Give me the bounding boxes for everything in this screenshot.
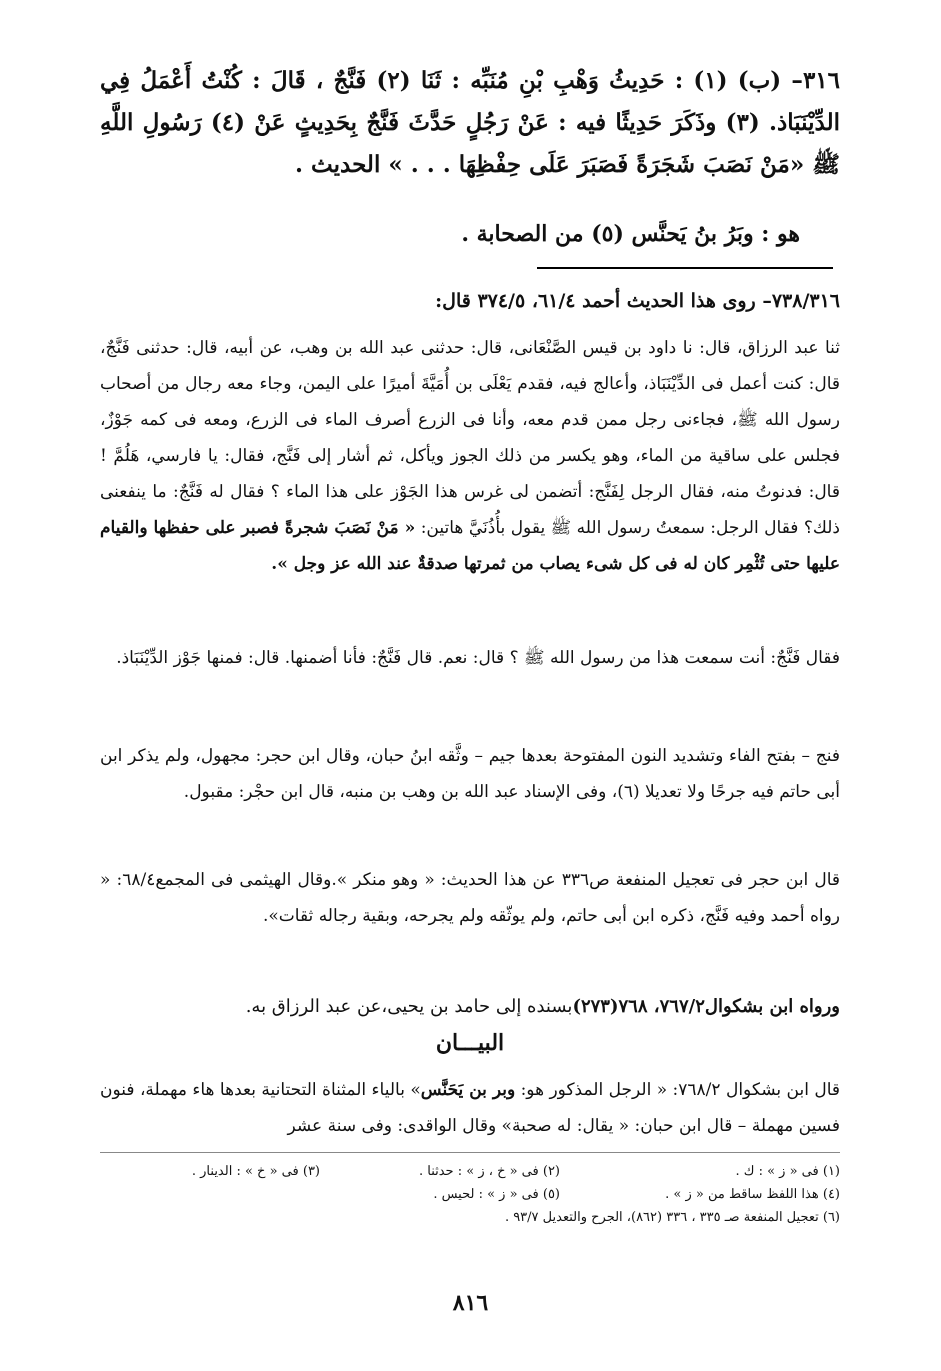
source-chain: بسنده إلى حامد بن يحيى،عن عبد الرزاق به. bbox=[245, 996, 573, 1017]
footnote-1: (١) فى « ز » : ك . bbox=[735, 1164, 840, 1179]
source-reference: ورواه ابن بشكوال٧٦٧/٢، ٧٦٨(٢٧٣) bbox=[572, 996, 840, 1017]
section-title-bayan: البيـــان bbox=[435, 1030, 505, 1056]
companion-name: وبر بن يَحَنَّس bbox=[420, 1080, 516, 1100]
section-divider bbox=[537, 267, 833, 269]
riwaya-heading: ٧٣٨/٣١٦– روى هذا الحديث أحمد ٦١/٤، ٣٧٤/٥ قال: bbox=[435, 290, 840, 312]
footnote-3: (٣) فى « خ » : الدينار . bbox=[191, 1164, 320, 1179]
footnote-row bbox=[100, 1183, 840, 1206]
prophetic-saying: « مَنْ نَصَبَ شجرةً فصبر على حفظها والقيام عليها حتى تُثْمِر كان له فى كل شىء يصاب من ثمرتها صدقةٌ عند الله عز وجل ». bbox=[100, 518, 840, 574]
paragraph-isnad bbox=[100, 330, 840, 582]
bayan-text-end: » بالياء المثناة التحتانية بعدها هاء مهملة، فنون فسين مهملة – قال ابن حبان: « يقال: له صحبة» وقال الواقدى: وفى سنة عشر bbox=[100, 1080, 840, 1136]
paragraph-ibn-bashkuwal bbox=[100, 990, 840, 1024]
paragraph-narrator-grading: فنج – بفتح الفاء وتشديد النون المفتوحة بعدها جيم – وثَّقه ابنُ حبان، وقال ابن حجر: مجهول، ولم يذكر ابن أبى حاتم فيه جرحًا ولا تعديلا (٦)، وفى الإسناد عبد الله بن وهب بن منبه، قال ابن حجْر: مقبول. bbox=[100, 746, 840, 802]
footnote-divider bbox=[100, 1152, 840, 1153]
paragraph-dialogue: فقال فَنَّجٌ: أنت سمعت هذا من رسول الله ﷺ ؟ قال: نعم. قال فَنَّجٌ: فأنا أضمنها. قال: فمنها جَوْز الدِّيْنَبَاذ. bbox=[116, 648, 840, 668]
paragraph-ibn-hajar: قال ابن حجر فى تعجيل المنفعة ص٣٣٦ عن هذا الحديث: « وهو منكر ».وقال الهيثمى فى المجمع٦٨/٤: « رواه أحمد وفيه فَنَّج، ذكره ابن أبى حاتم، ولم يوثّقه ولم يجرحه، وبقية رجاله ثقات». bbox=[100, 870, 841, 926]
footnote-6: (٦) تعجيل المنفعة صـ ٣٣٥ ، ٣٣٦ (٨٦٢)، الجرح والتعديل ٩٣/٧ . bbox=[504, 1210, 840, 1225]
footnotes bbox=[100, 1160, 840, 1229]
paragraph-bayan bbox=[100, 1072, 840, 1144]
narrator-note: هو : وبَرُ بنُ يَحنَّس (٥) من الصحابة . bbox=[461, 221, 800, 247]
hadith-entry: ٣١٦– (ب) (١) : حَدِيثُ وَهْبِ بْنِ مُنَبِّه : ثَنَا (٢) فَنَّجٌ ، قَالَ : كُنْتُ أَعْمَلُ فِي الدِّيْنَبَاذ. (٣) وذَكَرَ حَدِيثًا فيه : عَنْ رَجُلٍ حَدَّثَ فَنَّجٌ بِحَدِيثٍ عَنْ (٤) رَسُولِ اللَّهِ ﷺ «مَنْ نَصَبَ شَجَرَةً فَصَبَرَ عَلَى حِفْظِهَا . . . » الحديث . bbox=[100, 67, 840, 178]
footnote-4: (٤) هذا اللفظ ساقط من « ز » . bbox=[665, 1187, 840, 1202]
page-number: ٨١٦ bbox=[452, 1290, 489, 1316]
footnote-5: (٥) فى « ز » : لحيس . bbox=[433, 1187, 560, 1202]
footnote-row bbox=[100, 1160, 840, 1183]
bayan-text-start: قال ابن بشكوال ٧٦٨/٢: « الرجل المذكور هو: bbox=[515, 1080, 841, 1100]
footnote-2: (٢) فى « خ ، ز » : حدثنا . bbox=[418, 1164, 560, 1179]
isnad-text: ثنا عبد الرزاق، قال: نا داود بن قيس الصَّنْعَانى، قال: حدثنى عبد الله بن وهب، عن أبيه، قال: حدثنى فَنَّجٌ، قال: كنت أعمل فى الدِّيْنَبَاذ، وأعالج فيه، فقدم يَعْلَى بن أُمَيَّةَ أميرًا على اليمن، وجاء معه رجال من أصحاب رسول الله ﷺ، فجاءنى رجل ممن قدم معه، وأنا فى الزرع أصرف الماء فى الزرع، ومعه فى كمه جَوْزٌ، فجلس على ساقية من الماء، وهو يكسر من ذلك الجوز ويأكل، ثم أشار إلى فَنَّج، فقال: يا فارسي، هَلُمَّ ! قال: فدنوتُ منه، فقال الرجل لِفَنَّج: أتضمن لى غرس هذا الجَوْز على هذا الماء ؟ فقال له فَنَّجٌ: ما ينفعنى ذلك؟ فقال الرجل: سمعتُ رسول الله ﷺ يقول بأُذُنَيَّ هاتين: bbox=[100, 338, 840, 538]
footnote-row bbox=[100, 1206, 840, 1229]
